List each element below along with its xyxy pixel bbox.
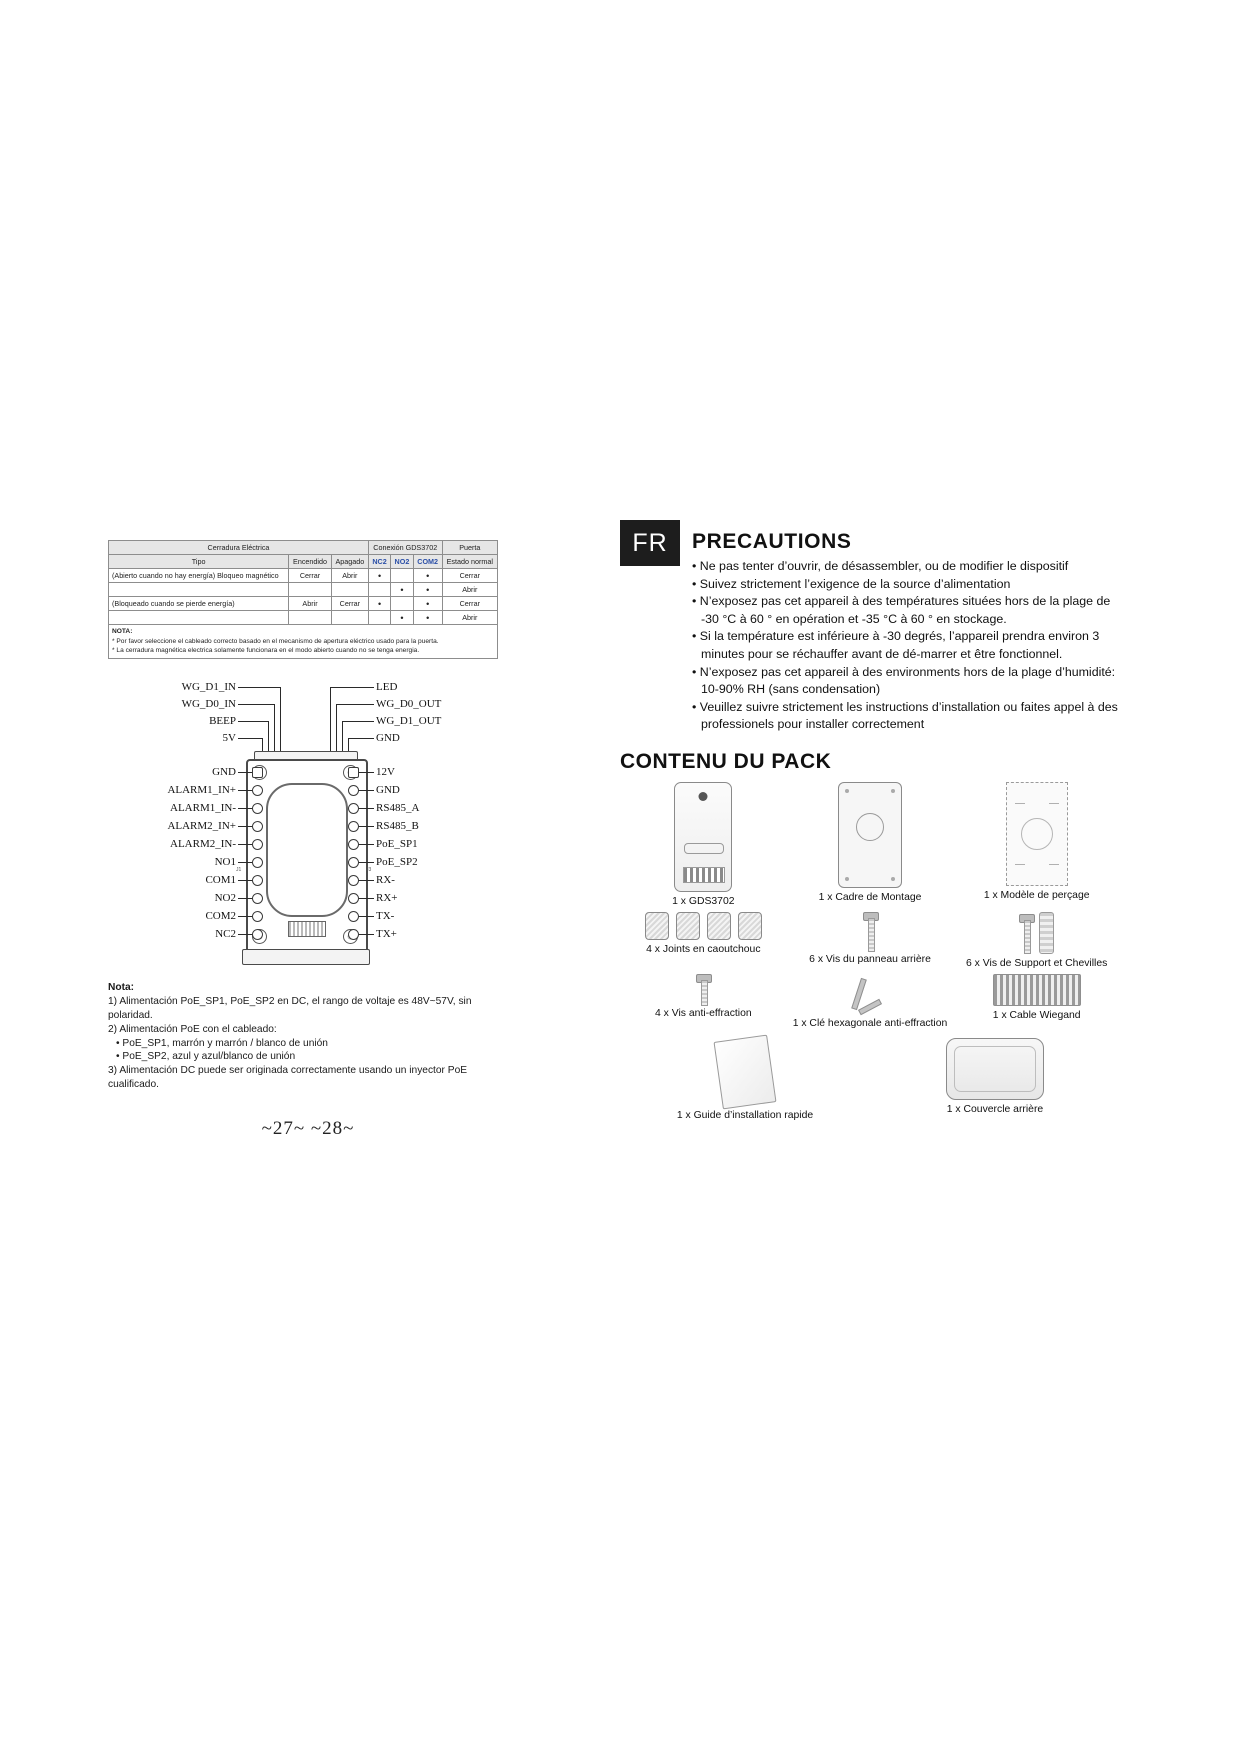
cell-estado: Cerrar xyxy=(442,597,497,611)
table-note-2: * La cerradura magnética electrica solamente funcionara en el modo abierto cuando no se tenga energia. xyxy=(112,647,420,655)
pack-row xyxy=(620,1038,1120,1122)
diagram-label-led: LED xyxy=(376,680,398,693)
gds3702-device-icon xyxy=(674,782,732,892)
cell-apagado xyxy=(331,583,368,597)
diagram-pin-tx-minus: TX- xyxy=(376,909,395,922)
cell-encendido: Cerrar xyxy=(289,569,332,583)
cell-no2 xyxy=(391,597,414,611)
col-apagado: Apagado xyxy=(331,555,368,569)
pack-item-label: 1 x Cadre de Montage xyxy=(818,892,922,903)
cell-tipo xyxy=(109,611,289,625)
pack-item xyxy=(953,782,1120,908)
table-column-header-row xyxy=(109,555,498,569)
table-note-row xyxy=(109,625,498,659)
pack-item-label: 1 x Couvercle arrière xyxy=(946,1104,1044,1115)
diagram-pin-alarm1-in-plus: ALARM1_IN+ xyxy=(167,783,236,796)
diagram-pin-alarm2-in-minus: ALARM2_IN- xyxy=(170,837,236,850)
pack-row xyxy=(620,912,1120,970)
pack-item xyxy=(953,974,1120,1030)
hex-key-icon xyxy=(850,974,890,1014)
pcb-inner-outline xyxy=(266,783,348,917)
diagram-pin-com2: COM2 xyxy=(205,909,236,922)
pack-row xyxy=(620,782,1120,908)
cell-no2: • xyxy=(391,583,414,597)
diagram-mark-j3: J3 xyxy=(366,866,372,873)
precaution-item: • Suivez strictement l’exigence de la source d’alimentation xyxy=(692,576,1011,591)
nota-subitem-2: • PoE_SP2, azul y azul/blanco de unión xyxy=(116,1051,296,1063)
cell-com2: • xyxy=(413,583,442,597)
nota-item-2: 2) Alimentación PoE con el cableado: xyxy=(108,1023,277,1035)
cell-nc2 xyxy=(368,583,390,597)
pack-item-label: 6 x Vis de Support et Chevilles xyxy=(966,958,1108,969)
table-group-header-row xyxy=(109,541,498,555)
nota-block xyxy=(108,981,508,1092)
quick-install-guide-icon xyxy=(718,1038,772,1106)
nota-title: Nota: xyxy=(108,981,135,993)
pack-item-label: 1 x Cable Wiegand xyxy=(992,1010,1081,1021)
cell-nc2: • xyxy=(368,597,390,611)
table-row xyxy=(109,583,498,597)
cell-estado: Abrir xyxy=(442,583,497,597)
pack-item xyxy=(953,912,1120,970)
cell-no2 xyxy=(391,569,414,583)
col-com2: COM2 xyxy=(413,555,442,569)
diagram-pin-tx-plus: TX+ xyxy=(376,927,397,940)
diagram-label-wg-d0-in: WG_D0_IN xyxy=(181,697,236,710)
left-column xyxy=(108,540,538,1140)
cell-com2: • xyxy=(413,611,442,625)
diagram-pin-poe-sp1: PoE_SP1 xyxy=(376,837,418,850)
diagram-label-wg-d0-out: WG_D0_OUT xyxy=(376,697,442,710)
diagram-pin-no2: NO2 xyxy=(214,891,236,904)
cell-estado: Cerrar xyxy=(442,569,497,583)
pack-item xyxy=(787,974,954,1030)
pack-row xyxy=(620,974,1120,1030)
cell-tipo xyxy=(109,583,289,597)
wiring-diagram xyxy=(108,681,538,971)
precautions-list xyxy=(692,558,1122,734)
pack-item-label: 6 x Vis du panneau arrière xyxy=(809,954,931,965)
table-row xyxy=(109,611,498,625)
pack-item-label: 4 x Vis anti-effraction xyxy=(655,1008,752,1019)
precaution-item: • Ne pas tenter d’ouvrir, de désassembler, ou de modifier le dispositif xyxy=(692,559,1069,573)
group-header-lock: Cerradura Eléctrica xyxy=(109,541,369,555)
cell-tipo: (Bloqueado cuando se pierde energía) xyxy=(109,597,289,611)
pack-item xyxy=(787,782,954,908)
cell-no2: • xyxy=(391,611,414,625)
diagram-label-gnd-top: GND xyxy=(376,731,400,744)
cell-apagado: Abrir xyxy=(331,569,368,583)
pack-item xyxy=(620,912,787,970)
pack-item xyxy=(620,1038,870,1122)
nota-subitem-1: • PoE_SP1, marrón y marrón / blanco de unión xyxy=(116,1037,328,1049)
group-header-connection: Conexión GDS3702 xyxy=(368,541,442,555)
precaution-item: • N’exposez pas cet appareil à des environments hors de la plage d’humidité: 10-90% RH (sans condensation) xyxy=(692,664,1116,697)
group-header-door: Puerta xyxy=(442,541,497,555)
cell-apagado xyxy=(331,611,368,625)
cell-apagado: Cerrar xyxy=(331,597,368,611)
rubber-gasket-icon xyxy=(645,912,762,940)
diagram-pin-com1: COM1 xyxy=(205,873,236,886)
precaution-item: • N’exposez pas cet appareil à des températures situées hors de la plage de -30 °C à 60 ° en opération et -35 °C à 60 ° en stockage. xyxy=(692,594,1111,626)
table-note-title: NOTA: xyxy=(112,628,133,635)
pack-item-label: 1 x GDS3702 xyxy=(672,896,735,907)
col-no2: NO2 xyxy=(391,555,414,569)
pack-item xyxy=(787,912,954,970)
col-encendido: Encendido xyxy=(289,555,332,569)
diagram-pin-poe-sp2: PoE_SP2 xyxy=(376,855,418,868)
diagram-pin-alarm1-in-minus: ALARM1_IN- xyxy=(170,801,236,814)
diagram-pin-12v: 12V xyxy=(376,765,395,778)
precaution-item: • Si la température est inférieure à -30 degrés, l’appareil prendra environ 3 minutes pour se réchauffer avant de dé-marrer et être fonctionnel. xyxy=(692,629,1100,662)
col-tipo: Tipo xyxy=(109,555,289,569)
cell-nc2 xyxy=(368,611,390,625)
back-cover-icon xyxy=(946,1038,1044,1100)
cell-tipo: (Abierto cuando no hay energía) Bloqueo magnético xyxy=(109,569,289,583)
diagram-label-beep: BEEP xyxy=(209,714,236,727)
diagram-pin-gnd: GND xyxy=(212,765,236,778)
cell-encendido xyxy=(289,611,332,625)
pack-contents-grid xyxy=(620,782,1120,1126)
precautions-title: PRECAUTIONS xyxy=(692,530,852,553)
cell-encendido xyxy=(289,583,332,597)
pack-item xyxy=(620,974,787,1030)
diagram-pin-gnd-r: GND xyxy=(376,783,400,796)
col-estado: Estado normal xyxy=(442,555,497,569)
table-note-1: * Por favor seleccione el cableado correcto basado en el mecanismo de apertura eléctrico usado para la puerta. xyxy=(112,637,439,645)
diagram-pin-alarm2-in-plus: ALARM2_IN+ xyxy=(167,819,236,832)
cell-com2: • xyxy=(413,569,442,583)
diagram-pin-rx-plus: RX+ xyxy=(376,891,398,904)
drilling-template-icon xyxy=(1006,782,1068,886)
cell-nc2: • xyxy=(368,569,390,583)
diagram-label-5v: 5V xyxy=(222,731,236,744)
pack-item xyxy=(870,1038,1120,1122)
support-screw-anchor-icon xyxy=(1019,912,1054,954)
cell-com2: • xyxy=(413,597,442,611)
pack-contents-title: CONTENU DU PACK xyxy=(620,750,832,773)
nota-item-1: 1) Alimentación PoE_SP1, PoE_SP2 en DC, el rango de voltaje es 48V~57V, sin polaridad. xyxy=(108,996,472,1022)
pack-item-label: 1 x Modèle de perçage xyxy=(983,890,1090,901)
pack-item-label: 4 x Joints en caoutchouc xyxy=(646,944,761,955)
col-nc2: NC2 xyxy=(368,555,390,569)
language-badge: FR xyxy=(620,520,680,566)
electric-lock-table xyxy=(108,540,498,659)
table-row xyxy=(109,597,498,611)
diagram-pin-rs485-a: RS485_A xyxy=(376,801,420,814)
table-row xyxy=(109,569,498,583)
wiegand-cable-icon xyxy=(993,974,1081,1006)
page-number: ~27~ ~28~ xyxy=(261,1117,355,1139)
anti-tamper-screw-icon xyxy=(696,974,710,1004)
pack-item xyxy=(620,782,787,908)
pack-item-label: 1 x Clé hexagonale anti-effraction xyxy=(792,1018,948,1029)
pack-item-label: 1 x Guide d’installation rapide xyxy=(676,1110,814,1121)
cell-estado: Abrir xyxy=(442,611,497,625)
diagram-pin-nc2: NC2 xyxy=(215,927,236,940)
mounting-frame-icon xyxy=(838,782,902,888)
diagram-pin-rs485-b: RS485_B xyxy=(376,819,419,832)
nota-item-3: 3) Alimentación DC puede ser originada correctamente usando un inyector PoE cualificado. xyxy=(108,1065,468,1090)
diagram-pin-rx-minus: RX- xyxy=(376,873,395,886)
diagram-label-wg-d1-out: WG_D1_OUT xyxy=(376,714,442,727)
diagram-mark-j1: J1 xyxy=(236,866,242,873)
cell-encendido: Abrir xyxy=(289,597,332,611)
diagram-pin-no1: NO1 xyxy=(214,855,236,868)
back-panel-screw-icon xyxy=(863,912,877,950)
diagram-label-wg-d1-in: WG_D1_IN xyxy=(181,680,236,693)
precaution-item: • Veuillez suivre strictement les instructions d’installation ou faites appel à des professionels pour installer correctement xyxy=(692,699,1118,732)
